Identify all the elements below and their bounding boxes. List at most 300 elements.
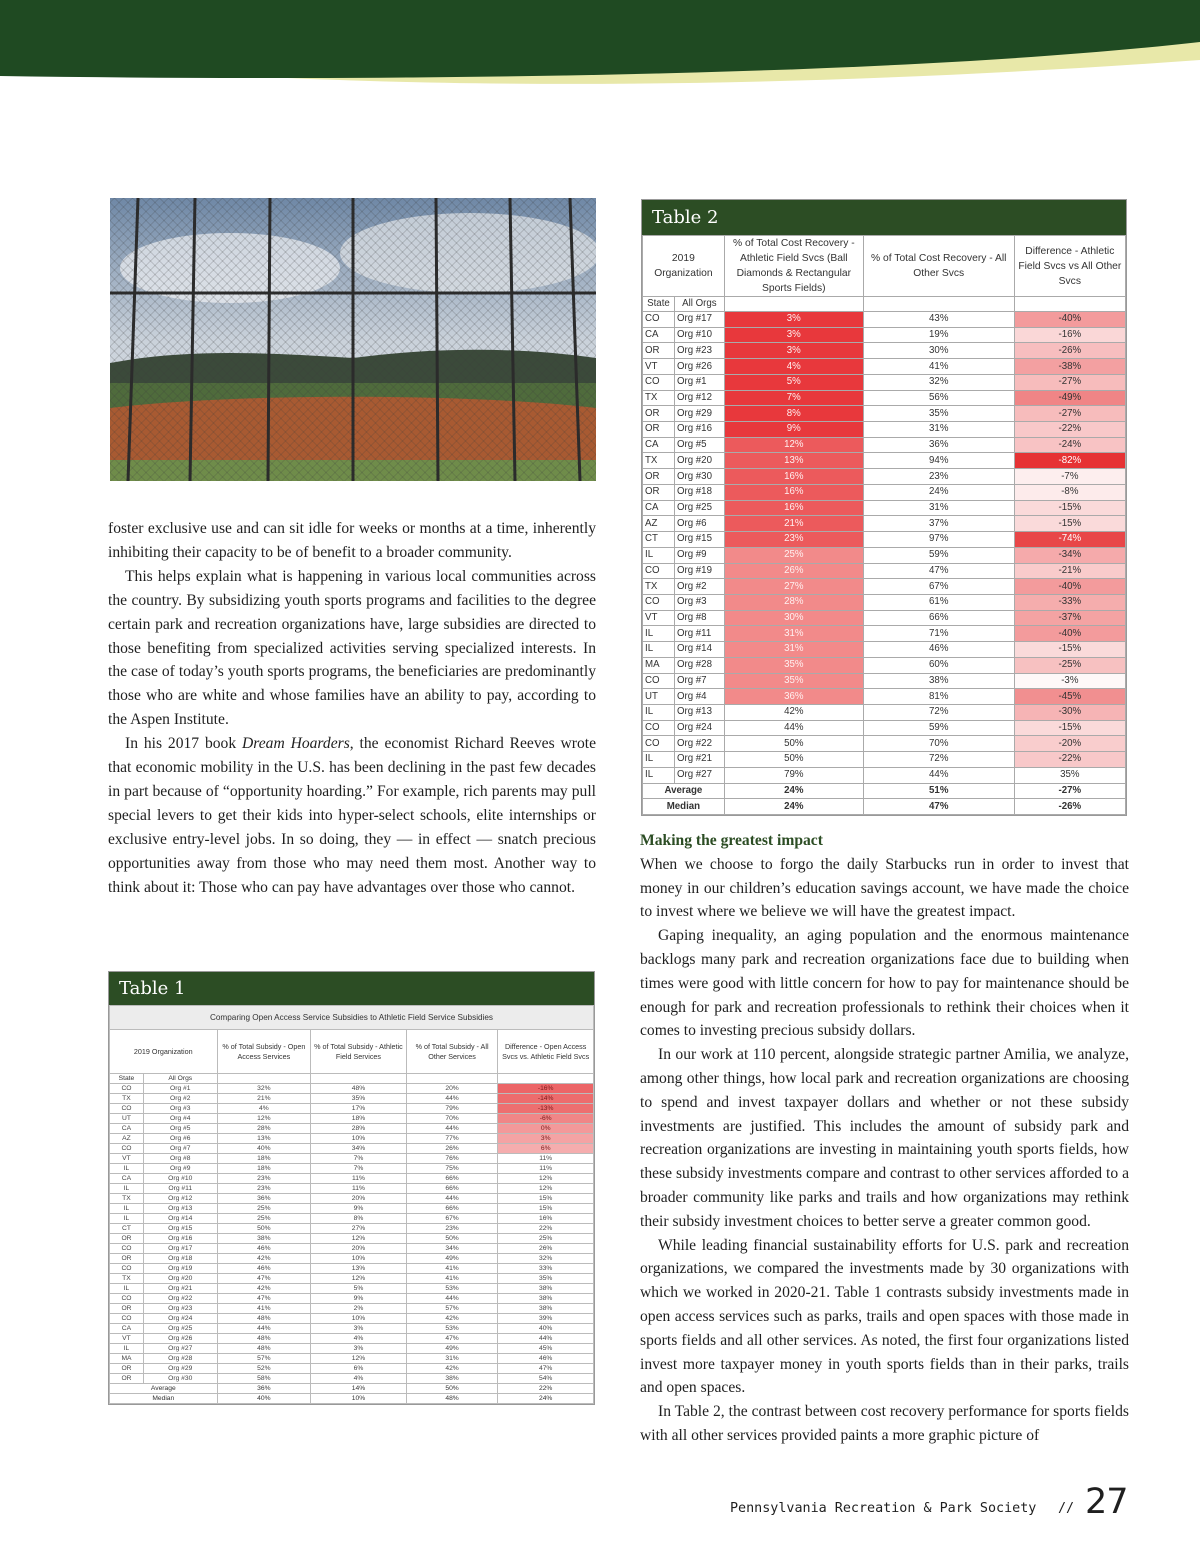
table-cell: 13% [724,453,863,469]
col-header-athletic: % of Total Subsidy - Athletic Field Services [311,1030,407,1074]
table-cell: IL [643,767,675,783]
table-cell: -15% [1014,516,1125,532]
table-cell: -16% [1014,327,1125,343]
table-cell: -49% [1014,390,1125,406]
table-cell: 7% [724,390,863,406]
table-cell: VT [643,610,675,626]
table-cell: 15% [498,1194,594,1204]
table-cell: 8% [724,406,863,422]
table-cell: 5% [311,1284,407,1294]
table-cell: 72% [863,752,1014,768]
table-cell: -15% [1014,500,1125,516]
table-cell: IL [643,642,675,658]
table-cell: Org #3 [143,1104,217,1114]
table-cell: 26% [724,563,863,579]
table-cell: 19% [863,327,1014,343]
table-cell: 12% [217,1114,311,1124]
table-cell: 35% [1014,767,1125,783]
table-1-caption: Comparing Open Access Service Subsidies to Athletic Field Service Subsidies [110,1006,594,1030]
table-cell: IL [643,547,675,563]
average-row: Average 24% 51% -27% [643,783,1126,799]
table-cell: 25% [498,1234,594,1244]
table-row [110,1324,594,1334]
table-cell: 48% [311,1084,407,1094]
table-cell: 13% [217,1134,311,1144]
table-cell: CO [643,312,675,328]
table-cell: 23% [217,1174,311,1184]
table-cell: Org #2 [143,1094,217,1104]
table-cell: Org #4 [674,689,724,705]
table-row [643,689,1126,705]
table-row [643,594,1126,610]
table-cell: 11% [311,1174,407,1184]
table-cell: Org #8 [143,1154,217,1164]
table-cell: 59% [863,720,1014,736]
table-cell: 37% [863,516,1014,532]
table-cell: 79% [406,1104,498,1114]
table-cell: 45% [498,1344,594,1354]
table-row [110,1284,594,1294]
table-cell: Org #28 [143,1354,217,1364]
table-cell: 61% [863,594,1014,610]
table-row [110,1364,594,1374]
table-cell: -7% [1014,469,1125,485]
table-row [110,1244,594,1254]
table-cell: 35% [724,673,863,689]
table-row [110,1234,594,1244]
table-row [643,736,1126,752]
table-row [643,720,1126,736]
table-cell: Org #22 [143,1294,217,1304]
table-cell: 41% [863,359,1014,375]
table-cell: -6% [498,1114,594,1124]
table-row [643,547,1126,563]
col-header-all-orgs: All Orgs [674,297,724,312]
table-cell: 12% [498,1184,594,1194]
table-cell: 42% [406,1314,498,1324]
table-cell: Org #28 [674,657,724,673]
table-cell: 42% [406,1364,498,1374]
table-cell: 27% [724,579,863,595]
table-cell: 44% [406,1294,498,1304]
table-cell: OR [110,1304,144,1314]
table-cell: CO [110,1084,144,1094]
table-cell: 36% [863,437,1014,453]
table-cell: Org #10 [674,327,724,343]
table-cell: Org #16 [143,1234,217,1244]
table-row [643,642,1126,658]
table-cell: 13% [311,1264,407,1274]
table-cell: 36% [724,689,863,705]
table-cell: 8% [311,1214,407,1224]
table-cell: 67% [406,1214,498,1224]
table-row [110,1194,594,1204]
table-row [110,1174,594,1184]
table-row [643,500,1126,516]
book-title: Dream Hoarders [241,735,350,753]
table-row [643,673,1126,689]
table-cell: 60% [863,657,1014,673]
table-cell: OR [643,422,675,438]
col-header-state: State [110,1074,144,1084]
table-row [643,312,1126,328]
table-cell: 0% [498,1124,594,1134]
table-cell: -3% [1014,673,1125,689]
section-subhead: Making the greatest impact [640,832,823,849]
table-2 [641,199,1127,816]
table-cell: -25% [1014,657,1125,673]
table-row [110,1214,594,1224]
table-cell: -45% [1014,689,1125,705]
table-cell: 46% [217,1264,311,1274]
table-row [643,484,1126,500]
table-cell: IL [643,704,675,720]
table-cell: Org #25 [674,500,724,516]
table-cell: 57% [217,1354,311,1364]
footer-separator: // [1058,1501,1075,1516]
table-cell: 42% [217,1284,311,1294]
table-cell: 36% [217,1194,311,1204]
table-cell: Org #30 [674,469,724,485]
table-row [110,1304,594,1314]
table-cell: CO [643,720,675,736]
table-cell: 16% [724,484,863,500]
table-cell: Org #7 [674,673,724,689]
table-row [643,453,1126,469]
table-cell: Org #19 [674,563,724,579]
col-header-other: % of Total Cost Recovery - All Other Svcs [863,236,1014,297]
table-cell: -16% [498,1084,594,1094]
table-cell: IL [643,752,675,768]
table-row [110,1134,594,1144]
table-cell: 75% [406,1164,498,1174]
table-cell: 67% [863,579,1014,595]
table-row [110,1334,594,1344]
table-cell: IL [110,1184,144,1194]
table-cell: -21% [1014,563,1125,579]
table-cell: 40% [498,1324,594,1334]
table-cell: 3% [498,1134,594,1144]
table-row [110,1344,594,1354]
table-cell: CO [643,374,675,390]
table-cell: 34% [311,1144,407,1154]
table-cell: -22% [1014,422,1125,438]
table-cell: 30% [863,343,1014,359]
table-cell: 25% [217,1204,311,1214]
table-cell: 20% [311,1194,407,1204]
table-cell: 26% [406,1144,498,1154]
table-cell: CO [643,563,675,579]
table-cell: CO [110,1314,144,1324]
table-cell: 71% [863,626,1014,642]
table-cell: 12% [311,1274,407,1284]
table-cell: 21% [724,516,863,532]
table-row [110,1094,594,1104]
table-cell: Org #29 [674,406,724,422]
table-cell: 76% [406,1154,498,1164]
table-cell: Org #18 [143,1254,217,1264]
table-cell: 4% [311,1334,407,1344]
median-row: Median 24% 47% -26% [643,799,1126,815]
table-row [643,704,1126,720]
page-number: 27 [1085,1482,1128,1522]
table-cell: OR [110,1254,144,1264]
table-row [643,437,1126,453]
table-cell: -34% [1014,547,1125,563]
table-cell: 46% [217,1244,311,1254]
table-cell: 6% [311,1364,407,1374]
table-cell: 11% [498,1154,594,1164]
table-cell: Org #24 [674,720,724,736]
table-row [643,406,1126,422]
table-cell: Org #6 [674,516,724,532]
table-row [110,1264,594,1274]
table-cell: OR [643,343,675,359]
table-cell: 35% [498,1274,594,1284]
table-cell: Org #12 [674,390,724,406]
table-row [110,1314,594,1324]
table-cell: CA [110,1174,144,1184]
table-cell: Org #26 [143,1334,217,1344]
table-cell: 50% [217,1224,311,1234]
table-cell: 79% [724,767,863,783]
table-cell: -40% [1014,579,1125,595]
table-row [643,579,1126,595]
table-cell: Org #27 [674,767,724,783]
table-cell: CO [110,1264,144,1274]
paragraph: foster exclusive use and can sit idle for weeks or months at a time, inherently inhibiting their capacity to be of benefit to a broader community. [108,520,596,561]
table-cell: 46% [498,1354,594,1364]
table-cell: 26% [498,1244,594,1254]
table-cell: 11% [498,1164,594,1174]
table-cell: 18% [311,1114,407,1124]
table-cell: VT [110,1154,144,1164]
table-cell: 50% [724,752,863,768]
table-cell: -40% [1014,626,1125,642]
paragraph: In our work at 110 percent, alongside strategic partner Amilia, we analyze, among other things, how local park and recreation organizations are choosing to spend and invest taxpayer dollars and whether or not these subsidy investments are justified. This includes the amount of subsidy park and recreation organizations are investing in maintaining youth sports fields, how these subsidy investments compare and contrast to other services afforded to a broader community like parks and trails and how organizations may rethink their subsidy investment choices to better serve a greater common good. [640,1046,1129,1230]
table-row [643,657,1126,673]
table-cell: 23% [217,1184,311,1194]
table-cell: Org #24 [143,1314,217,1324]
table-cell: 7% [311,1154,407,1164]
table-cell: TX [643,579,675,595]
table-cell: 38% [498,1284,594,1294]
table-cell: Org #5 [674,437,724,453]
col-header-org: 2019 Organization [110,1030,218,1074]
table-cell: 39% [498,1314,594,1324]
table-cell: 3% [724,327,863,343]
table-cell: Org #6 [143,1134,217,1144]
table-cell: CO [110,1104,144,1114]
table-cell: 53% [406,1324,498,1334]
table-cell: -38% [1014,359,1125,375]
table-2-title: Table 2 [642,200,1126,235]
table-cell: TX [110,1194,144,1204]
table-row [110,1084,594,1094]
col-header-open-access: % of Total Subsidy - Open Access Services [217,1030,311,1074]
table-cell: -20% [1014,736,1125,752]
table-cell: Org #13 [143,1204,217,1214]
table-cell: IL [110,1284,144,1294]
table-cell: 38% [863,673,1014,689]
table-cell: 66% [406,1204,498,1214]
table-cell: -15% [1014,720,1125,736]
table-cell: 50% [406,1234,498,1244]
table-cell: OR [110,1374,144,1384]
table-row [643,532,1126,548]
table-row [110,1114,594,1124]
table-cell: CA [110,1124,144,1134]
table-cell: Org #7 [143,1144,217,1154]
col-header-athletic: % of Total Cost Recovery - Athletic Field Svcs (Ball Diamonds & Rectangular Sports Fields) [724,236,863,297]
table-cell: 70% [863,736,1014,752]
table-cell: -22% [1014,752,1125,768]
table-cell: 27% [311,1224,407,1234]
table-row [643,359,1126,375]
table-cell: Org #13 [674,704,724,720]
table-cell: 49% [406,1344,498,1354]
table-row [110,1224,594,1234]
table-cell: 44% [863,767,1014,783]
table-cell: Org #30 [143,1374,217,1384]
table-cell: CO [643,594,675,610]
table-cell: 18% [217,1164,311,1174]
table-row [110,1124,594,1134]
table-cell: VT [643,359,675,375]
table-row [110,1104,594,1114]
table-row [643,327,1126,343]
table-cell: 21% [217,1094,311,1104]
table-cell: 28% [311,1124,407,1134]
table-cell: Org #15 [674,532,724,548]
table-cell: 34% [406,1244,498,1254]
table-cell: 4% [217,1104,311,1114]
table-cell: Org #12 [143,1194,217,1204]
table-cell: CA [643,437,675,453]
table-cell: 81% [863,689,1014,705]
table-cell: 31% [863,422,1014,438]
table-cell: 25% [217,1214,311,1224]
table-cell: CA [643,500,675,516]
table-cell: AZ [643,516,675,532]
table-cell: 53% [406,1284,498,1294]
table-row [110,1204,594,1214]
table-cell: 30% [724,610,863,626]
table-row [643,626,1126,642]
table-cell: Org #29 [143,1364,217,1374]
table-cell: 38% [498,1304,594,1314]
table-cell: -82% [1014,453,1125,469]
table-cell: 50% [724,736,863,752]
median-row: Median 40% 10% 48% 24% [110,1394,594,1404]
table-cell: 72% [863,704,1014,720]
top-banner [0,0,1200,100]
table-cell: 41% [406,1264,498,1274]
table-cell: 46% [863,642,1014,658]
table-cell: 12% [311,1354,407,1364]
table-cell: IL [110,1344,144,1354]
table-cell: 66% [863,610,1014,626]
table-cell: Org #23 [674,343,724,359]
table-cell: 4% [311,1374,407,1384]
table-cell: IL [110,1204,144,1214]
table-cell: MA [643,657,675,673]
table-cell: 16% [498,1214,594,1224]
table-row [643,343,1126,359]
table-cell: Org #20 [674,453,724,469]
table-cell: 3% [724,343,863,359]
table-cell: TX [110,1274,144,1284]
col-header-diff: Difference - Athletic Field Svcs vs All Other Svcs [1014,236,1125,297]
paragraph: Gaping inequality, an aging population and the enormous maintenance backlogs many park and recreation organizations face due to building when times were good with little concern for how to pay for maintenance should be enough for park and recreation professionals to rethink their choices when it comes to investing precious subsidy dollars. [640,927,1129,1040]
table-row [110,1144,594,1154]
table-cell: 20% [406,1084,498,1094]
table-cell: 42% [217,1254,311,1264]
table-cell: 3% [311,1344,407,1354]
table-cell: 31% [724,642,863,658]
table-cell: 31% [406,1354,498,1364]
table-cell: Org #15 [143,1224,217,1234]
table-cell: OR [643,469,675,485]
table-cell: Org #20 [143,1274,217,1284]
table-cell: CT [110,1224,144,1234]
table-cell: 48% [217,1334,311,1344]
table-cell: CT [643,532,675,548]
table-cell: Org #14 [143,1214,217,1224]
table-1-title: Table 1 [109,972,594,1005]
table-cell: -15% [1014,642,1125,658]
table-cell: Org #10 [143,1174,217,1184]
table-cell: -37% [1014,610,1125,626]
table-cell: CO [110,1294,144,1304]
table-row [110,1274,594,1284]
table-cell: 23% [724,532,863,548]
table-row [643,563,1126,579]
table-cell: 31% [724,626,863,642]
table-cell: 41% [217,1304,311,1314]
publication-name: Pennsylvania Recreation & Park Society [730,1501,1037,1516]
table-cell: 11% [311,1184,407,1194]
table-cell: Org #14 [674,642,724,658]
table-cell: -40% [1014,312,1125,328]
table-row [643,516,1126,532]
table-row [110,1374,594,1384]
table-cell: -14% [498,1094,594,1104]
table-cell: 48% [217,1344,311,1354]
table-cell: Org #1 [674,374,724,390]
table-row [643,767,1126,783]
table-cell: 44% [406,1124,498,1134]
table-cell: 52% [217,1364,311,1374]
table-cell: Org #19 [143,1264,217,1274]
table-cell: TX [643,390,675,406]
table-row [110,1354,594,1364]
table-cell: 12% [498,1174,594,1184]
table-cell: 56% [863,390,1014,406]
table-cell: Org #25 [143,1324,217,1334]
table-cell: UT [110,1114,144,1124]
table-cell: 32% [217,1084,311,1094]
table-cell: 66% [406,1184,498,1194]
table-cell: -8% [1014,484,1125,500]
table-row [643,610,1126,626]
table-cell: 10% [311,1134,407,1144]
table-cell: CO [643,673,675,689]
table-cell: TX [110,1094,144,1104]
table-row [110,1164,594,1174]
table-cell: 2% [311,1304,407,1314]
col-header-state: State [643,297,675,312]
